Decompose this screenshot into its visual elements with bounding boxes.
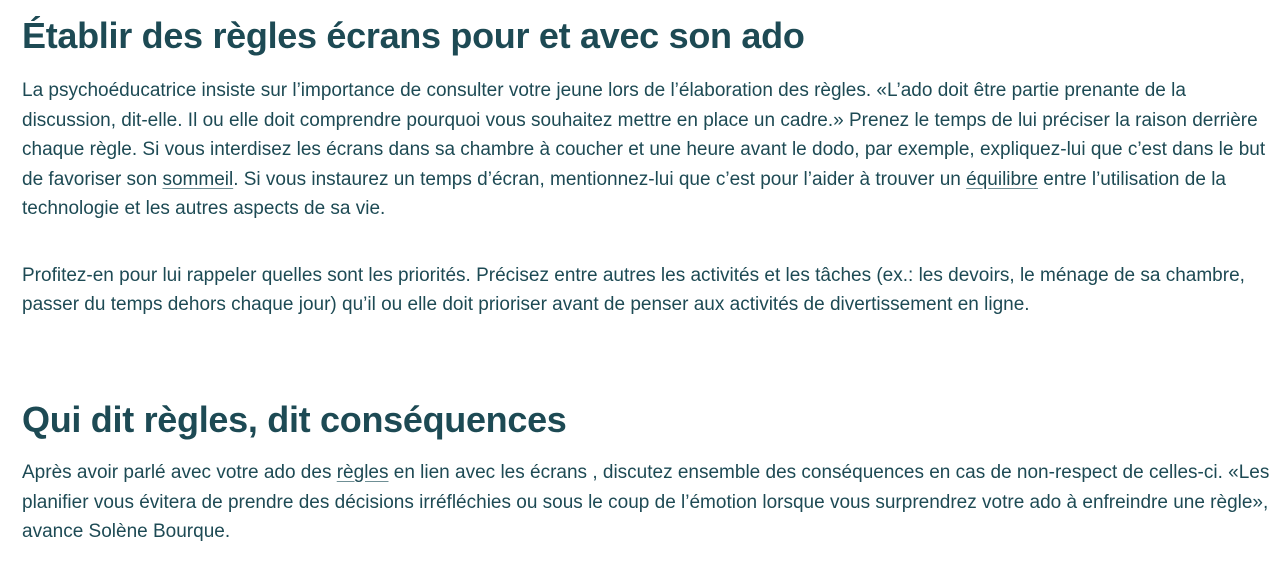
link-regles[interactable]: règles bbox=[336, 462, 389, 483]
section-heading: Qui dit règles, dit conséquences bbox=[22, 399, 567, 440]
paragraph-text: Après avoir parlé avec votre ado des bbox=[22, 462, 337, 483]
section-heading: Établir des règles écrans pour et avec son ado bbox=[22, 15, 805, 56]
link-sommeil[interactable]: sommeil bbox=[162, 168, 234, 190]
paragraph-text: La psychoéducatrice insiste sur l’importance de consulter votre jeune lors de l’élaboration des règles. «L’ado doit être partie prenante de la discussion, dit-elle. Il ou elle doit comprendre pourquoi vous souhaitez mettre en place un cadre.» Prenez le temps de lui préciser la raison derrière chaque règle. Si vous interdisez les écrans dans sa chambre à coucher et une heure avant le dodo, par exemple, expliquez-lui que c’est dans le but de favoriser son bbox=[22, 80, 1266, 190]
paragraph: Profitez-en pour lui rappeler quelles sont les priorités. Précisez entre autres les activités et les tâches (ex.: les devoirs, le ménage de sa chambre, passer du temps dehors chaque jour) qu’il ou elle doit prioriser avant de penser aux activités de divertissement en ligne. bbox=[22, 264, 1245, 315]
section-screen-rules bbox=[22, 12, 1272, 320]
paragraph-text: en lien avec les écrans , discutez ensemble des conséquences en cas de non-respect de celles-ci. «Les planifier vous évitera de prendre des décisions irréfléchies ou sous le coup de l’émotion lorsque vous surprendrez votre ado à enfreindre une règle», avance Solène Bourque. bbox=[22, 462, 1270, 542]
paragraph-text: . Si vous instaurez un temps d’écran, mentionnez-lui que c’est pour l’aider à trouver un bbox=[233, 168, 967, 190]
section-consequences bbox=[22, 396, 1272, 547]
paragraph bbox=[22, 76, 1272, 224]
paragraph bbox=[22, 458, 1272, 547]
paragraph-text: entre l’utilisation de la technologie et les autres aspects de sa vie. bbox=[22, 168, 1226, 219]
link-equilibre[interactable]: équilibre bbox=[966, 168, 1038, 190]
